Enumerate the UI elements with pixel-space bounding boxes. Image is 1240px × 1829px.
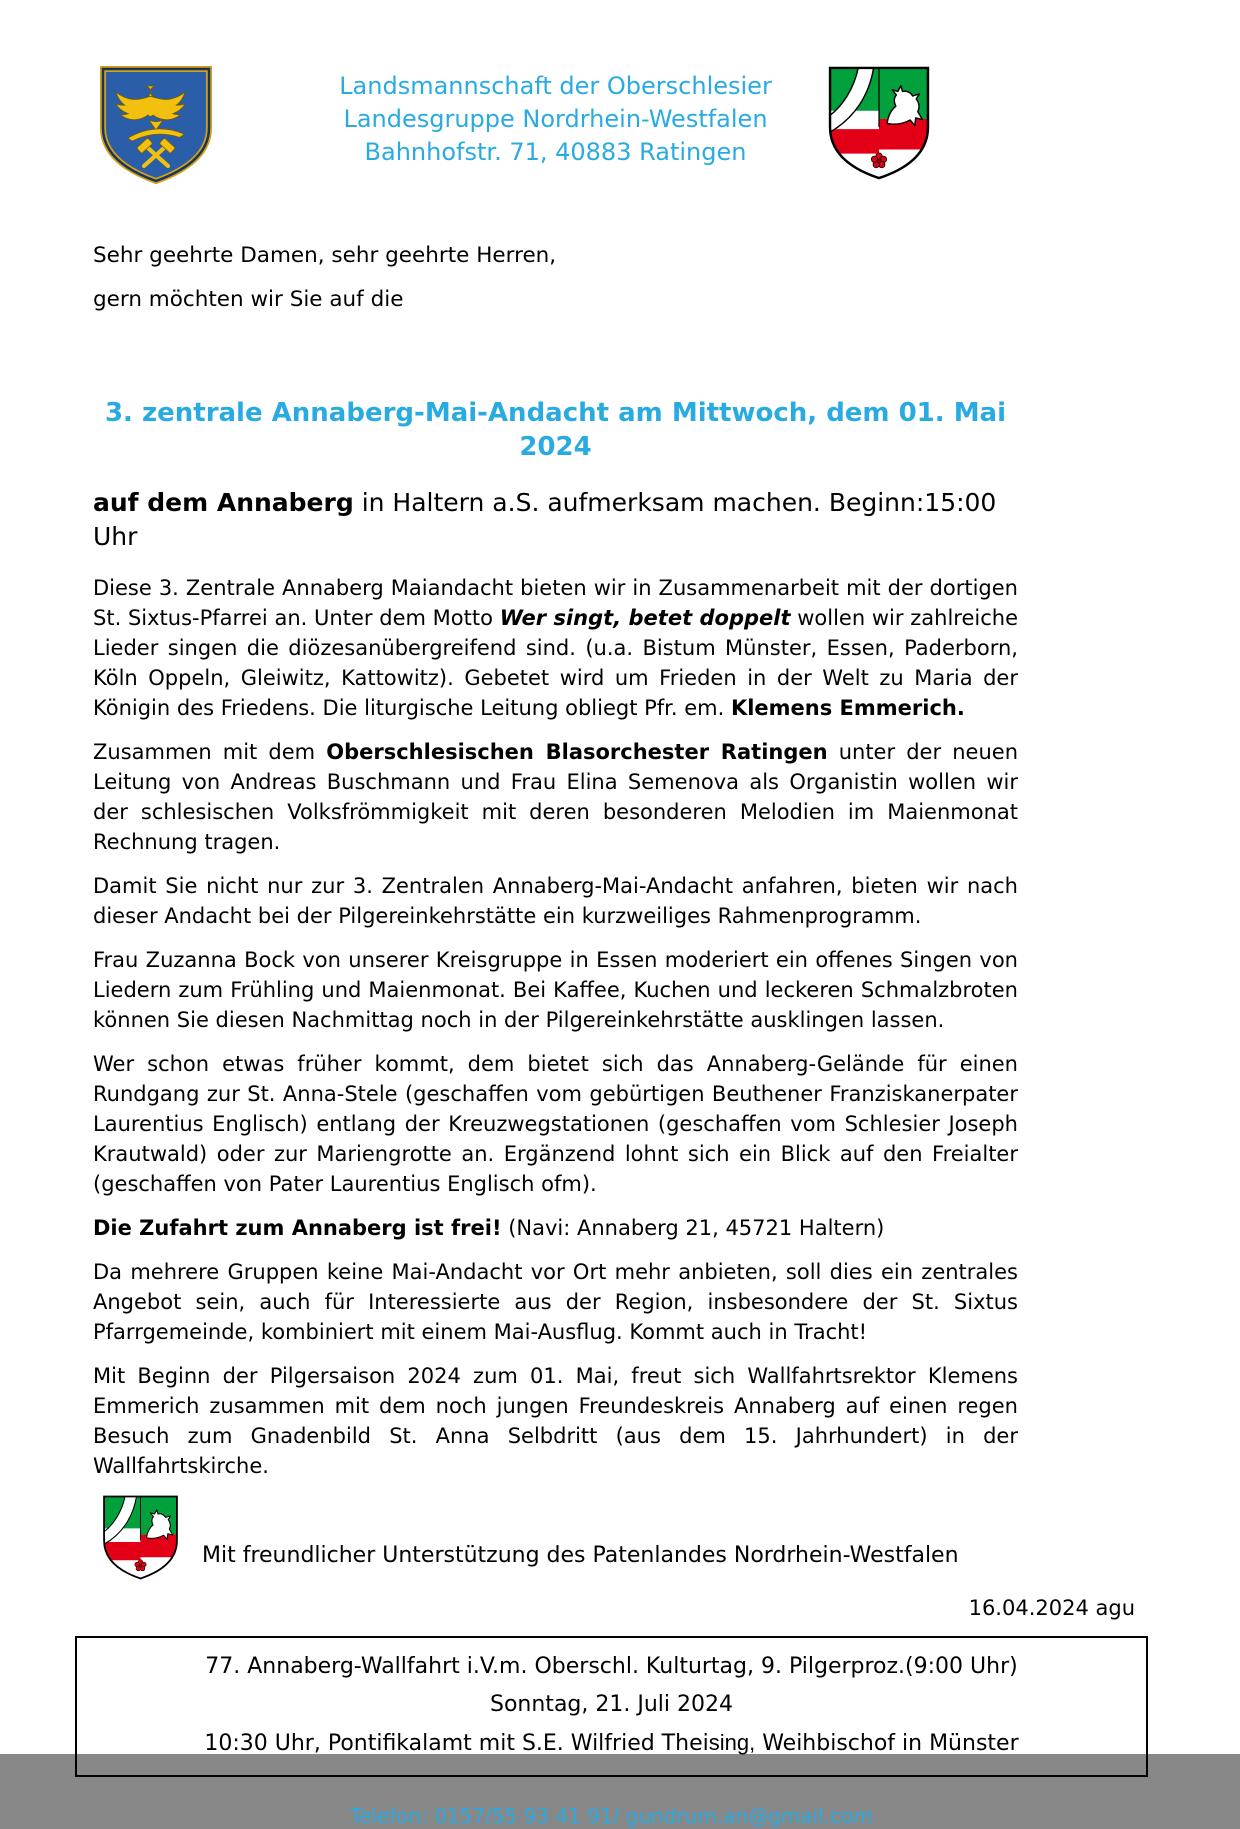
paragraph-segment: Klemens Emmerich.: [730, 696, 965, 720]
organization-name: Landsmannschaft der Oberschlesier: [339, 72, 772, 100]
paragraph-segment: Oberschlesischen Blasorchester Ratingen: [326, 740, 828, 764]
subtitle-normal-part: in Haltern a.S. aufmerksam machen. Beginn:15:00 Uhr: [93, 488, 997, 551]
paragraph-segment: Da mehrere Gruppen keine Mai-Andacht vor Ort mehr anbieten, soll dies ein zentrales Angebot sein, auch für Interessierte aus der Region, insbesondere der St. Sixtus Pfarrgemeinde, kombiniert mit einem Mai-Ausflug. Kommt auch in Tracht!: [93, 1260, 1018, 1344]
paragraph-segment: Damit Sie nicht nur zur 3. Zentralen Annaberg-Mai-Andacht anfahren, bieten wir nach dieser Andacht bei der Pilgereinkehrstätte ein kurzweiliges Rahmenprogramm.: [93, 874, 1018, 928]
contact-line: Telefon: 0157/55 93 41 91/ gundrum.an@gmail.com: [350, 1804, 873, 1828]
paragraph-segment: (Navi: Annaberg 21, 45721 Haltern): [501, 1216, 885, 1240]
event-box-line-1: 77. Annaberg-Wallfahrt i.V.m. Oberschl. Kulturtag, 9. Pilgerproz.(9:00 Uhr): [205, 1654, 1018, 1679]
event-box-line-3: [87, 1728, 1136, 1759]
paragraph-segment: Wer singt, betet doppelt: [499, 606, 791, 630]
event-box-line-3-part: 10:30 Uhr, Pontifikalamt mit S.E. Wilfried Thei: [204, 1731, 709, 1756]
paragraph-segment: Die Zufahrt zum Annaberg ist frei!: [93, 1216, 502, 1240]
event-box-line-3-altfont-part: sing,: [708, 1730, 756, 1755]
nrw-crest-icon: [828, 64, 930, 186]
paragraph: [93, 1213, 1018, 1243]
paragraph-segment: Wer schon etwas früher kommt, dem bietet sich das Annaberg-Gelände für einen Rundgang zur St. Anna-Stele (geschaffen vom gebürtigen Beuthener Franziskanerpater Laurentius Englisch) entlang der Kreuzwegstationen (geschaffen vom Schlesier Joseph Krautwald) oder zur Mariengrotte an. Ergänzend lohnt sich ein Blick auf den Freialter (geschaffen von Pater Laurentius Englisch ofm).: [93, 1052, 1018, 1196]
paragraph: [93, 1257, 1018, 1347]
paragraph-segment: Mit Beginn der Pilgersaison 2024 zum 01. Mai, freut sich Wallfahrtsrektor Klemens Emmerich zusammen mit dem noch jungen Freundeskreis Annaberg auf einen regen Besuch zum Gnadenbild St. Anna Selbdritt (aus dem 15. Jahrhundert) in der Wallfahrtskirche.: [93, 1364, 1018, 1478]
paragraph: [93, 737, 1018, 857]
subtitle-bold-part: auf dem Annaberg: [93, 488, 354, 517]
salutation-line: Sehr geehrte Damen, sehr geehrte Herren,: [93, 243, 557, 268]
paragraph: [93, 945, 1018, 1035]
event-box-line-2: Sonntag, 21. Juli 2024: [490, 1692, 733, 1717]
body-paragraphs: [93, 573, 1018, 1481]
organization-street: Bahnhofstr. 71, 40883 Ratingen: [364, 138, 747, 166]
paragraph-segment: Frau Zuzanna Bock von unserer Kreisgruppe in Essen moderiert ein offenes Singen von Liedern zum Frühling und Maienmonat. Bei Kaffee, Kuchen und leckeren Schmalzbroten können Sie diesen Nachmittag noch in der Pilgereinkehrstätte ausklingen lassen.: [93, 948, 1018, 1032]
paragraph-segment: wollen wir zahlreiche Lieder singen die diözesanübergreifend sind. (u.a. Bistum Münster, Essen, Paderborn, Köln Oppeln, Gleiwitz, Kattowitz). Gebetet wird um Frieden in der Welt zu Maria der Königin des Friedens. Die liturgische Leitung obliegt Pfr. em.: [93, 606, 1018, 720]
event-title: 3. zentrale Annaberg-Mai-Andacht am Mittwoch, dem 01. Mai 2024: [104, 398, 1007, 462]
paragraph: [93, 1361, 1018, 1481]
organization-group: Landesgruppe Nordrhein-Westfalen: [343, 105, 768, 133]
support-text: Mit freundlicher Unterstützung des Patenlandes Nordrhein-Westfalen: [202, 1543, 959, 1568]
nrw-crest-graphic: [828, 64, 930, 182]
event-subtitle: [93, 486, 1018, 554]
letter-body: [93, 242, 1018, 1481]
paragraph: [93, 871, 1018, 931]
nrw-crest-small-icon: [93, 1495, 188, 1580]
paragraph-segment: Diese 3. Zentrale Annaberg Maiandacht bieten wir in Zusammenarbeit mit der dortigen St. Sixtus-Pfarrei an. Unter dem Motto: [93, 576, 1018, 630]
date-line: 16.04.2024 agu: [968, 1596, 1135, 1620]
paragraph: [93, 573, 1018, 723]
support-row: [93, 1495, 1018, 1580]
paragraph-segment: unter der neuen Leitung von Andreas Buschmann und Frau Elina Semenova als Organistin wollen wir der schlesischen Volksfrömmigkeit mit deren besonderen Melodien im Maienmonat Rechnung tragen.: [93, 740, 1018, 854]
paragraph: [93, 1049, 1018, 1199]
event-box-line-3-part: Weihbischof in Münster: [755, 1731, 1019, 1756]
paragraph-segment: Zusammen mit dem: [93, 740, 327, 764]
event-box: [75, 1636, 1148, 1777]
letterhead: [0, 0, 1240, 186]
salutation-line: gern möchten wir Sie auf die: [93, 287, 404, 312]
